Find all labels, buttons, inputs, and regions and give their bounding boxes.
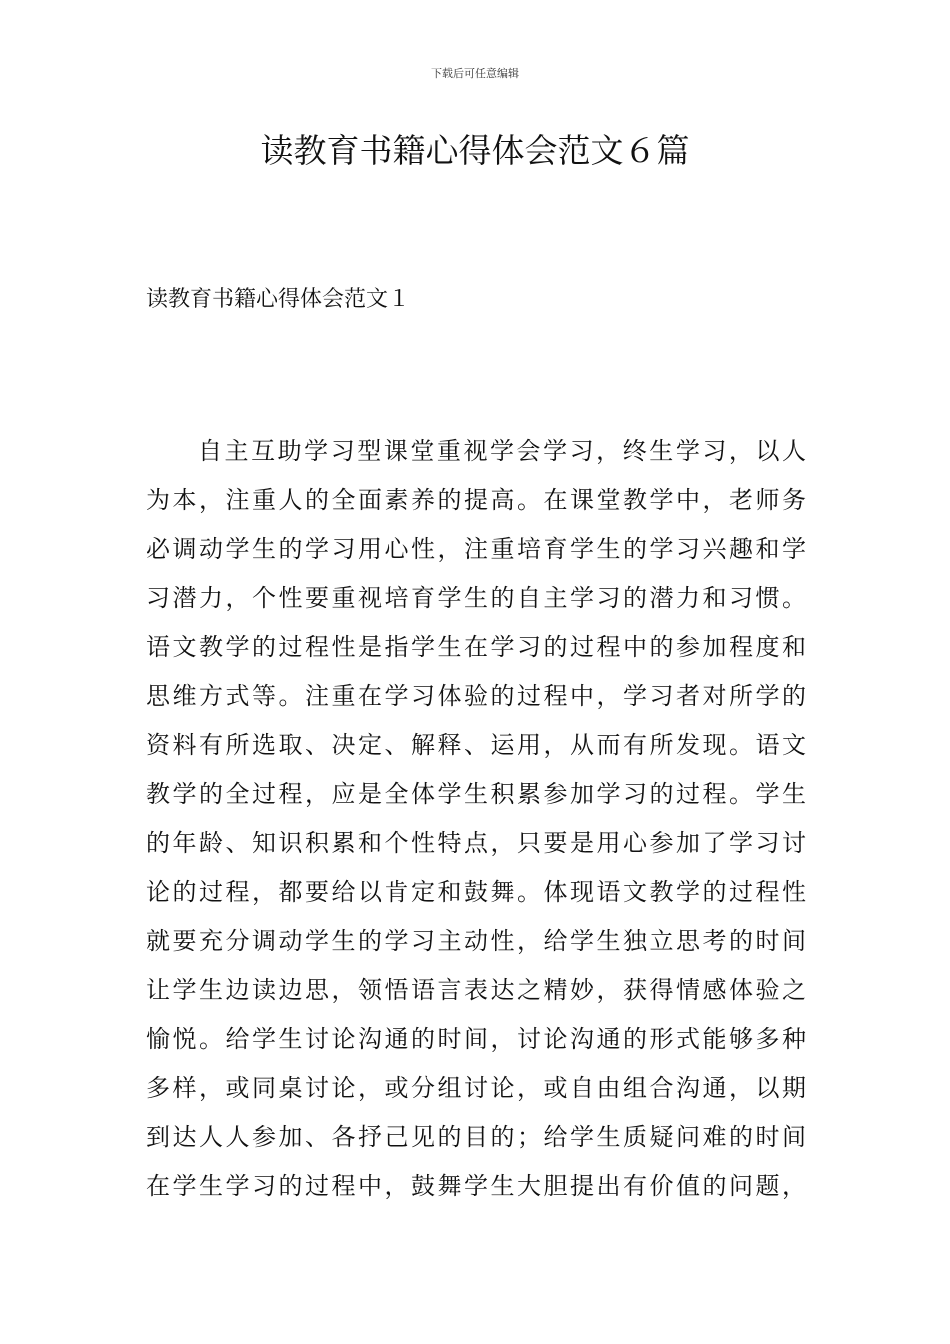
paragraph-line: 习潜力，个性要重视培育学生的自主学习的潜力和习惯。 — [146, 584, 806, 612]
paragraph-line: 多样，或同桌讨论，或分组讨论，或自由组合沟通，以期 — [146, 1074, 806, 1102]
paragraph-line: 自主互助学习型课堂重视学会学习，终生学习，以人 — [198, 437, 806, 465]
paragraph-line: 在学生学习的过程中，鼓舞学生大胆提出有价值的问题， — [146, 1172, 806, 1200]
paragraph-line: 思维方式等。注重在学习体验的过程中，学习者对所学的 — [146, 682, 806, 710]
paragraph-line: 的年龄、知识积累和个性特点，只要是用心参加了学习讨 — [146, 829, 806, 857]
paragraph-line: 语文教学的过程性是指学生在学习的过程中的参加程度和 — [146, 633, 806, 661]
body-paragraph — [146, 427, 806, 1211]
paragraph-line: 到达人人参加、各抒己见的目的；给学生质疑问难的时间 — [146, 1123, 806, 1151]
paragraph-line: 论的过程，都要给以肯定和鼓舞。体现语文教学的过程性 — [146, 878, 806, 906]
paragraph-line: 就要充分调动学生的学习主动性，给学生独立思考的时间 — [146, 927, 806, 955]
paragraph-line: 必调动学生的学习用心性，注重培育学生的学习兴趣和学 — [146, 535, 806, 563]
paragraph-line: 愉悦。给学生讨论沟通的时间，讨论沟通的形式能够多种 — [146, 1025, 806, 1053]
paragraph-line: 为本，注重人的全面素养的提高。在课堂教学中，老师务 — [146, 486, 806, 514]
document-title: 读教育书籍心得体会范文６篇 — [260, 131, 690, 170]
paragraph-line: 教学的全过程，应是全体学生积累参加学习的过程。学生 — [146, 780, 806, 808]
header-note: 下载后可任意编辑 — [431, 67, 519, 80]
section-heading: 读教育书籍心得体会范文１ — [146, 287, 411, 312]
paragraph-line: 资料有所选取、决定、解释、运用，从而有所发现。语文 — [146, 731, 806, 759]
paragraph-line: 让学生边读边思，领悟语言表达之精妙，获得情感体验之 — [146, 976, 806, 1004]
